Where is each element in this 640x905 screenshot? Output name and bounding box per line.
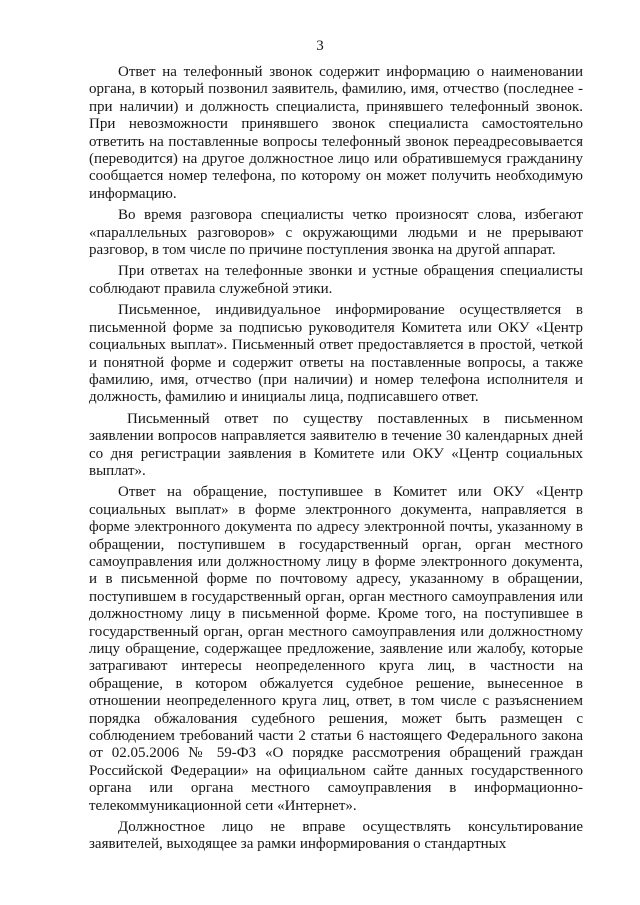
paragraph-phone-answer: Ответ на телефонный звонок содержит информацию о наименовании органа, в который позвонил заявитель, фамилию, имя, отчество (последнее - при наличии) и должность специалиста, принявшего телефонный звонок. При невозможности принявшего звонок специалиста самостоятельно ответить на поставленные вопросы телефонный звонок переадресовывается (переводится) на другое должностное лицо или обратившемуся гражданину сообщается номер телефона, по которому он может получить необходимую информацию. <box>89 64 583 202</box>
document-body <box>89 64 583 854</box>
paragraph-service-ethics: При ответах на телефонные звонки и устные обращения специалисты соблюдают правила служебной этики. <box>89 263 583 297</box>
paragraph-consulting-limits: Должностное лицо не вправе осуществлять консультирование заявителей, выходящее за рамки информирования о стандартных <box>89 819 583 853</box>
paragraph-electronic-answer: Ответ на обращение, поступившее в Комитет или ОКУ «Центр социальных выплат» в форме электронного документа, направляется в форме электронного документа по адресу электронной почты, указанному в обращении, поступившем в государственный орган, орган местного самоуправления или должностному лицу в форме электронного документа, и в письменной форме по почтовому адресу, указанному в обращении, поступившем в государственный орган, орган местного самоуправления или должностному лицу в письменной форме. Кроме того, на поступившее в государственный орган, орган местного самоуправления или должностному лицу обращение, содержащее предложение, заявление или жалобу, которые затрагивают интересы неопределенного круга лиц, в частности на обращение, в котором обжалуется судебное решение, вынесенное в отношении неопределенного круга лиц, ответ, в том числе с разъяснением порядка обжалования судебного решения, может быть размещен с соблюдением требований части 2 статьи 6 настоящего Федерального закона от 02.05.2006 № 59-ФЗ «О порядке рассмотрения обращений граждан Российской Федерации» на официальном сайте данных государственного органа или органа местного самоуправления в информационно-телекоммуникационной сети «Интернет». <box>89 484 583 814</box>
page-number: 3 <box>316 38 324 54</box>
paragraph-written-informing: Письменное, индивидуальное информирование осуществляется в письменной форме за подписью руководителя Комитета или ОКУ «Центр социальных выплат». Письменный ответ предоставляется в простой, четкой и понятной форме и содержит ответы на поставленные вопросы, а также фамилию, имя, отчество (при наличии) и номер телефона исполнителя и должность, фамилию и инициалы лица, подписавшего ответ. <box>89 302 583 406</box>
paragraph-conversation-rules: Во время разговора специалисты четко произносят слова, избегают «параллельных разговоров» с окружающими людьми и не прерывают разговор, в том числе по причине поступления звонка на другой аппарат. <box>89 207 583 259</box>
paragraph-written-answer-deadline: Письменный ответ по существу поставленных в письменном заявлении вопросов направляется заявителю в течение 30 календарных дней со дня регистрации заявления в Комитете или ОКУ «Центр социальных выплат». <box>89 410 583 479</box>
